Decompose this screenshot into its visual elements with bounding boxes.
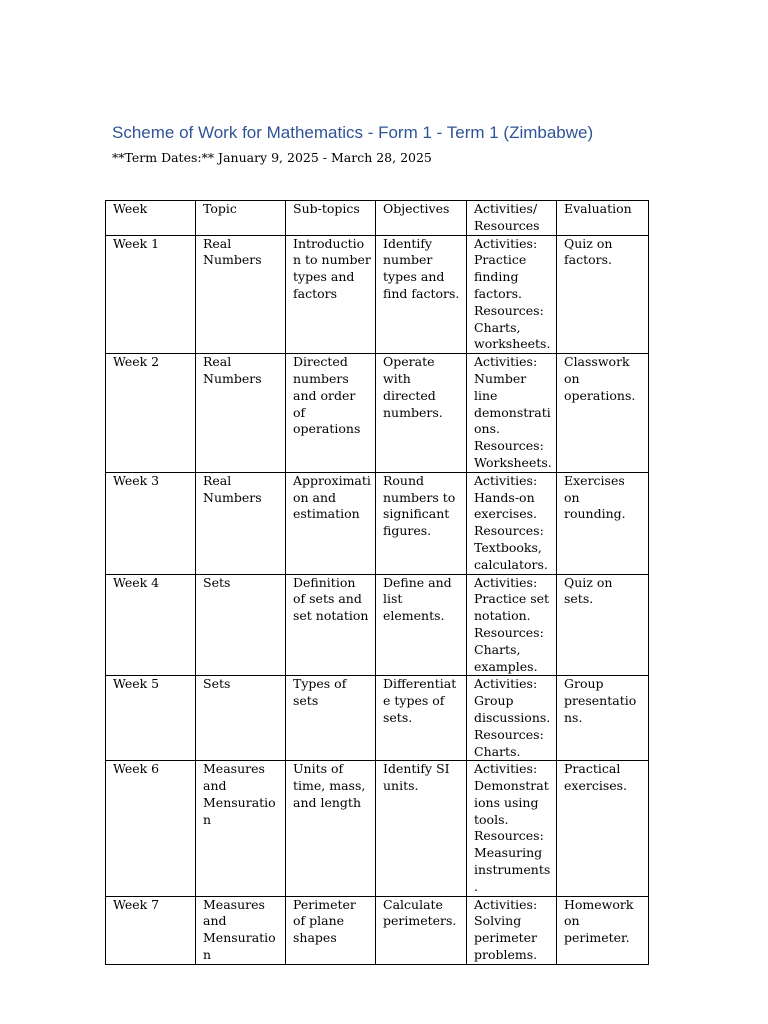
- topic-cell: Real Numbers: [196, 235, 286, 354]
- term-dates: **Term Dates:** January 9, 2025 - March 28, 2025: [112, 150, 432, 165]
- activities-cell: Activities: Number line demonstrations. Resources: Worksheets.: [467, 354, 557, 473]
- table-header-row: [106, 201, 649, 236]
- activities-cell: Activities: Group discussions. Resources: Charts.: [467, 676, 557, 761]
- week-cell: Week 2: [106, 354, 196, 473]
- header-activities-resources: Activities/ Resources: [467, 201, 557, 236]
- header-evaluation: Evaluation: [557, 201, 649, 236]
- activities-cell: Activities: Demonstrations using tools. Resources: Measuring instruments.: [467, 761, 557, 896]
- header-topic: Topic: [196, 201, 286, 236]
- subtopics-cell: Perimeter of plane shapes: [286, 896, 376, 964]
- week-cell: Week 7: [106, 896, 196, 964]
- activities-cell: Activities: Practice finding factors. Resources: Charts, worksheets.: [467, 235, 557, 354]
- header-subtopics: Sub-topics: [286, 201, 376, 236]
- week-cell: Week 5: [106, 676, 196, 761]
- week-cell: Week 6: [106, 761, 196, 896]
- table-row: [106, 235, 649, 354]
- evaluation-cell: Classwork on operations.: [557, 354, 649, 473]
- table-row: [106, 354, 649, 473]
- table-row: [106, 574, 649, 676]
- objectives-cell: Calculate perimeters.: [376, 896, 467, 964]
- activities-cell: Activities: Practice set notation. Resources: Charts, examples.: [467, 574, 557, 676]
- header-objectives: Objectives: [376, 201, 467, 236]
- objectives-cell: Operate with directed numbers.: [376, 354, 467, 473]
- objectives-cell: Define and list elements.: [376, 574, 467, 676]
- topic-cell: Sets: [196, 574, 286, 676]
- table-row: [106, 676, 649, 761]
- week-cell: Week 1: [106, 235, 196, 354]
- subtopics-cell: Introduction to number types and factors: [286, 235, 376, 354]
- subtopics-cell: Definition of sets and set notation: [286, 574, 376, 676]
- document-title: Scheme of Work for Mathematics - Form 1 - Term 1 (Zimbabwe): [112, 123, 594, 142]
- evaluation-cell: Quiz on sets.: [557, 574, 649, 676]
- topic-cell: Real Numbers: [196, 354, 286, 473]
- subtopics-cell: Units of time, mass, and length: [286, 761, 376, 896]
- scheme-of-work-table: [105, 200, 649, 965]
- evaluation-cell: Group presentations.: [557, 676, 649, 761]
- topic-cell: Real Numbers: [196, 472, 286, 574]
- table-row: [106, 761, 649, 896]
- evaluation-cell: Quiz on factors.: [557, 235, 649, 354]
- subtopics-cell: Types of sets: [286, 676, 376, 761]
- objectives-cell: Round numbers to significant figures.: [376, 472, 467, 574]
- table-row: [106, 472, 649, 574]
- objectives-cell: Differentiate types of sets.: [376, 676, 467, 761]
- evaluation-cell: Exercises on rounding.: [557, 472, 649, 574]
- topic-cell: Measures and Mensuration: [196, 761, 286, 896]
- subtopics-cell: Approximation and estimation: [286, 472, 376, 574]
- objectives-cell: Identify SI units.: [376, 761, 467, 896]
- week-cell: Week 4: [106, 574, 196, 676]
- subtopics-cell: Directed numbers and order of operations: [286, 354, 376, 473]
- header-week: Week: [106, 201, 196, 236]
- week-cell: Week 3: [106, 472, 196, 574]
- table-row: [106, 896, 649, 964]
- evaluation-cell: Homework on perimeter.: [557, 896, 649, 964]
- topic-cell: Sets: [196, 676, 286, 761]
- activities-cell: Activities: Hands-on exercises. Resources: Textbooks, calculators.: [467, 472, 557, 574]
- objectives-cell: Identify number types and find factors.: [376, 235, 467, 354]
- activities-cell: Activities: Solving perimeter problems.: [467, 896, 557, 964]
- evaluation-cell: Practical exercises.: [557, 761, 649, 896]
- topic-cell: Measures and Mensuration: [196, 896, 286, 964]
